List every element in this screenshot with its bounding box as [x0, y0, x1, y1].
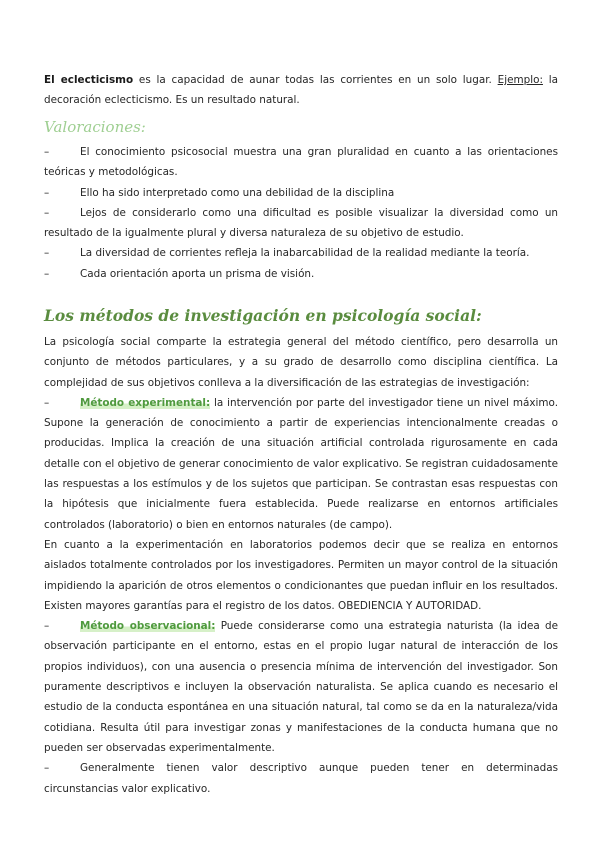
metodos-body [44, 332, 558, 799]
list-item-text: Ello ha sido interpretado como una debilidad de la disciplina [80, 186, 395, 199]
intro-text-2: la decoración eclecticismo. Es un resultado natural. [44, 74, 558, 107]
metodo-experimental-item [44, 393, 558, 535]
metodos-heading [44, 304, 558, 328]
list-item [44, 183, 558, 203]
list-item [44, 758, 558, 799]
valoraciones-title: Valoraciones: [44, 118, 146, 136]
metodos-title: Los métodos de investigación en psicología social: [44, 306, 482, 325]
laboratorio-paragraph: En cuanto a la experimentación en laboratorios podemos decir que se realiza en entornos aislados totalmente controlados por los investigadores. Permiten un mayor control de la situación impidiendo la aparición de otros elementos o condicionantes que puedan influir en los resultados. Existen mayores garantías para el registro de los datos. OBEDIENCIA Y AUTORIDAD. [44, 538, 558, 612]
metodo-experimental-text: la intervención por parte del investigador tiene un nivel máximo. Supone la generación de conocimiento a partir de experiencias intencionalmente creadas o producidas. Implica la creación de una situación artificial controlada rigurosamente en cada detalle con el objetivo de generar conocimiento de valor explicativo. Se registran cuidadosamente las respuestas a los estímulos y de los sujetos que participan. Se contrastan esas respuestas con la hipótesis que inicialmente fuera establecida. Puede realizarse en entornos artificiales controlados (laboratorio) o bien en entornos naturales (de campo). [44, 396, 558, 531]
intro-text-1: es la capacidad de aunar todas las corrientes en un solo lugar. [133, 74, 498, 86]
dash-bullet: – [44, 762, 50, 775]
dash-bullet: – [44, 396, 50, 409]
example-label: Ejemplo: [497, 74, 543, 86]
list-item-text: Cada orientación aporta un prisma de visión. [80, 267, 315, 280]
dash-bullet: – [44, 267, 50, 280]
list-item-text: Lejos de considerarlo como una dificultad es posible visualizar la diversidad como un resultado de la igualmente plural y diversa naturaleza de su objetivo de estudio. [44, 206, 558, 240]
metodo-observacional-item [44, 616, 558, 758]
list-item-text: La diversidad de corrientes refleja la inabarcabilidad de la realidad mediante la teoría. [80, 247, 530, 260]
metodo-experimental-label: Método experimental: [80, 396, 211, 409]
term-eclecticismo: El eclecticismo [44, 74, 134, 86]
valoraciones-heading [44, 116, 558, 138]
metodo-observacional-text: Puede considerarse como una estrategia naturista (la idea de observación participante en el entorno, estas en el propio lugar natural de interacción de los propios individuos), con una ausencia o presencia mínima de intervención del investigador. Son puramente descriptivos e incluyen la observación naturalista. Se aplica cuando es necesario el estudio de la conducta espontánea en una situación natural, tal como se da en la naturaleza/vida cotidiana. Resulta útil para investigar zonas y manifestaciones de la conducta humana que no pueden ser observadas experimentalmente. [44, 620, 559, 754]
valoraciones-list [44, 142, 558, 284]
list-item [44, 142, 558, 183]
metodo-observacional-label: Método observacional: [80, 620, 216, 633]
intro-paragraph [44, 70, 558, 111]
dash-bullet: – [44, 186, 50, 199]
dash-bullet: – [44, 146, 50, 158]
final-item-text: Generalmente tienen valor descriptivo aunque pueden tener en determinadas circunstancias valor explicativo. [44, 762, 558, 795]
dash-bullet: – [44, 247, 50, 260]
list-item [44, 264, 558, 284]
metodos-intro: La psicología social comparte la estrategia general del método científico, pero desarrolla un conjunto de métodos particulares, y a su grado de desarrollo como disciplina científica. La complejidad de sus objetivos conlleva a la diversificación de las estrategias de investigación: [44, 336, 558, 389]
list-item-text: El conocimiento psicosocial muestra una gran pluralidad en cuanto a las orientaciones teóricas y metodológicas. [44, 146, 558, 179]
list-item [44, 203, 558, 244]
list-item [44, 243, 558, 263]
dash-bullet: – [44, 620, 50, 633]
dash-bullet: – [44, 206, 50, 219]
